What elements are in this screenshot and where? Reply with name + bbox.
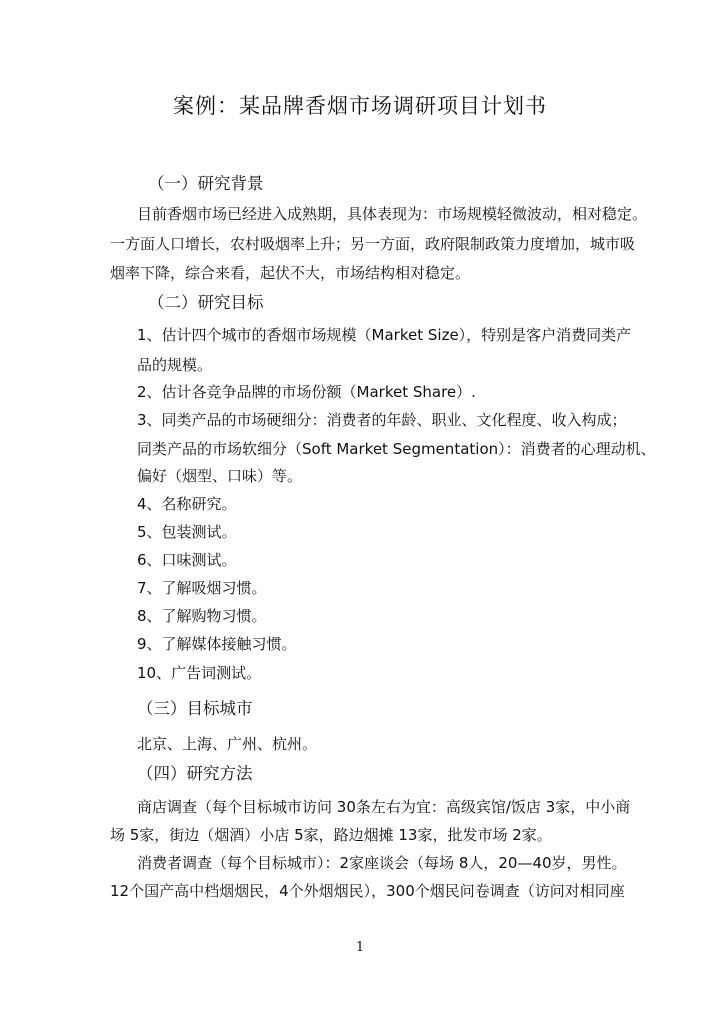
section-heading-goals: （二）研究目标 [148,293,264,312]
list-item: 6、口味测试。 [137,551,237,569]
page-number: 1 [355,940,365,955]
document-title: 案例：某品牌香烟市场调研项目计划书 [173,94,547,118]
paragraph-line: 消费者调查（每个目标城市）：2家座谈会（每场 8人，20—40岁，男性。 [137,854,627,872]
list-item: 9、了解媒体接触习惯。 [137,635,297,653]
list-item: 3、同类产品的市场硬细分：消费者的年龄、职业、文化程度、收入构成； [137,411,627,429]
paragraph-line: 烟率下降，综合来看，起伏不大，市场结构相对稳定。 [110,264,471,282]
section-heading-cities: （三）目标城市 [137,699,253,718]
list-item: 8、了解购物习惯。 [137,607,267,625]
list-item: 1、估计四个城市的香烟市场规模（Market Size），特别是客户消费同类产 [137,326,632,344]
paragraph-line: 商店调查（每个目标城市访问 30条左右为宜：高级宾馆/饭店 3家，中小商 [137,798,631,816]
list-item: 4、名称研究。 [137,495,237,513]
list-item: 2、估计各竞争品牌的市场份额（Market Share）. [137,383,476,401]
paragraph-line: 12个国产高中档烟烟民，4个外烟烟民），300个烟民问卷调查（访问对相同座 [110,882,625,900]
list-item: 7、了解吸烟习惯。 [137,579,267,597]
paragraph-line: 北京、上海、广州、杭州。 [137,735,318,753]
paragraph-line: 场 5家，街边（烟酒）小店 5家，路边烟摊 13家，批发市场 2家。 [110,826,552,844]
section-heading-methods: （四）研究方法 [137,764,253,783]
paragraph-line: 一方面人口增长，农村吸烟率上升；另一方面，政府限制政策力度增加，城市吸 [110,235,636,253]
list-item: 10、广告词测试。 [137,664,262,682]
list-item-continuation: 品的规模。 [137,356,213,374]
paragraph-line: 目前香烟市场已经进入成熟期，具体表现为：市场规模轻微波动，相对稳定。 [137,205,648,223]
list-item-continuation: 同类产品的市场软细分（Soft Market Segmentation）：消费者的心理动机、 [137,440,656,458]
list-item-continuation: 偏好（烟型、口味）等。 [137,467,303,485]
list-item: 5、包装测试。 [137,523,237,541]
section-heading-background: （一）研究背景 [148,174,264,193]
